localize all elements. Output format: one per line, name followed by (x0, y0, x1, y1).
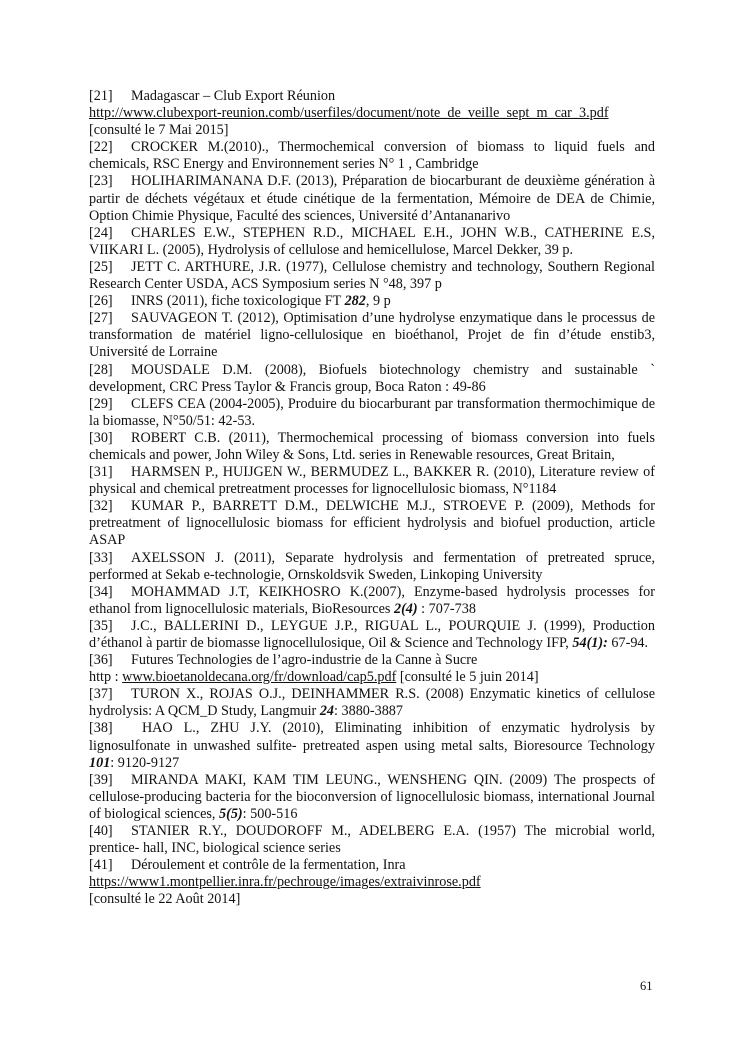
reference-text: JETT C. ARTHURE, J.R. (1977), Cellulose chemistry and technology, Southern Regional Research Center USDA, ACS Symposium series N °48, 397 p (89, 258, 655, 293)
reference-text: AXELSSON J. (2011), Separate hydrolysis and fermentation of pretreated spruce, performed at Sekab e-technologie, Ornskoldsvik Sweden, Linkoping University (89, 549, 655, 583)
reference-consult-date: [consulté le 7 Mai 2015] (89, 122, 229, 139)
reference-number: [27] (89, 310, 113, 327)
reference-number: [34] (89, 583, 113, 600)
reference-text: Madagascar – Club Export Réunion (131, 88, 336, 104)
reference-text: CROCKER M.(2010)., Thermochemical conversion of biomass to liquid fuels and chemicals, RSC Energy and Environnement series N° 1 , Cambridge (89, 139, 655, 173)
reference-number: [31] (89, 464, 113, 481)
reference-volume: 282 (344, 293, 366, 310)
reference-text: HAO L., ZHU J.Y. (2010), Eliminating inhibition of enzymatic hydrolysis by lignosulfonate in unwashed sulfite- pretreated aspen using metal salts, Bioresource Technology (89, 720, 655, 754)
reference-text: INRS (2011), fiche toxicologique FT (131, 293, 345, 310)
reference-number: [38] (89, 720, 113, 737)
reference-number: [29] (89, 395, 113, 412)
reference-pages: : 3880-3887 (334, 703, 403, 720)
reference-number: [40] (89, 823, 113, 840)
reference-text: STANIER R.Y., DOUDOROFF M., ADELBERG E.A. (1957) The microbial world, prentice- hall, INC, biological science series (89, 823, 655, 857)
reference-39 (89, 772, 655, 823)
reference-text: CHARLES E.W., STEPHEN R.D., MICHAEL E.H., JOHN W.B., CATHERINE E.S, VIIKARI L. (2005), Hydrolysis of cellulose and hemicellulose, Marcel Dekker, 39 p. (89, 224, 655, 258)
reference-pages: : 500-516 (242, 805, 298, 822)
reference-pages: : 9120-9127 (110, 754, 180, 771)
reference-number: [32] (89, 498, 113, 515)
reference-23 (89, 173, 655, 224)
reference-text: MIRANDA MAKI, KAM TIM LEUNG., WENSHENG QIN. (2009) The prospects of cellulose-producing bacteria for the bioconversion of lignocellulosic biomass, international Journal of biological sciences, (89, 771, 655, 822)
reference-text: HARMSEN P., HUIJGEN W., BERMUDEZ L., BAKKER R. (2010), Literature review of physical and chemical pretreatment processes for lignocellulosic biomass, N°1184 (89, 464, 655, 498)
reference-volume: 2(4) (393, 600, 418, 617)
reference-number: [21] (89, 88, 113, 104)
reference-32 (89, 498, 655, 549)
reference-27 (89, 310, 655, 361)
reference-number: [25] (89, 258, 113, 275)
reference-text: CLEFS CEA (2004-2005), Produire du biocarburant par transformation thermochimique de la biomasse, N°50/51: 42-53. (89, 395, 655, 429)
reference-number: [39] (89, 771, 113, 788)
reference-number: [28] (89, 361, 113, 378)
reference-consult-date: [consulté le 22 Août 2014] (89, 891, 241, 908)
reference-text: MOUSDALE D.M. (2008), Biofuels biotechnology chemistry and sustainable ` development, CRC Press Taylor & Francis group, Boca Raton : 49-86 (89, 361, 655, 395)
reference-number: [41] (89, 857, 113, 874)
reference-text: KUMAR P., BARRETT D.M., DELWICHE M.J., STROEVE P. (2009), Methods for pretreatment of lignocellulosic biomass for efficient hydrolysis and biofuel production, article ASAP (89, 498, 655, 549)
reference-30 (89, 430, 655, 464)
reference-25 (89, 259, 655, 293)
reference-28 (89, 362, 655, 396)
reference-number: [37] (89, 686, 113, 703)
reference-text: Déroulement et contrôle de la fermentation, Inra (131, 857, 406, 874)
page-number: 61 (640, 979, 653, 993)
reference-pages: 67-94. (607, 635, 649, 651)
reference-35 (89, 618, 655, 652)
reference-text: SAUVAGEON T. (2012), Optimisation d’une hydrolyse enzymatique dans le processus de transformation de matériel ligno-cellulosique en bioéthanol, Projet de fin d’étude enstib3, Université de Lorraine (89, 310, 655, 361)
reference-pages: : 707-738 (417, 600, 476, 617)
reference-36 (89, 652, 655, 669)
reference-link-prefix: http : (89, 669, 123, 686)
reference-29 (89, 396, 655, 430)
reference-text: ROBERT C.B. (2011), Thermochemical processing of biomass conversion into fuels chemicals and power, John Wiley & Sons, Ltd. series in Renewable resources, Great Britain, (89, 429, 655, 463)
reference-text: MOHAMMAD J.T, KEIKHOSRO K.(2007), Enzyme-based hydrolysis processes for ethanol from lignocellulosic materials, BioResources (89, 583, 655, 617)
reference-21 (89, 88, 655, 105)
reference-37 (89, 686, 655, 720)
reference-list (89, 88, 655, 909)
reference-40 (89, 823, 655, 857)
reference-24 (89, 225, 655, 259)
reference-link[interactable]: https://www1.montpellier.inra.fr/pechrouge/images/extraivinrose.pdf (89, 874, 481, 891)
reference-link[interactable]: www.bioetanoldecana.org/fr/download/cap5.pdf (122, 669, 397, 686)
reference-22 (89, 139, 655, 173)
reference-volume: 101 (89, 754, 111, 771)
reference-number: [23] (89, 173, 113, 190)
reference-volume: 24 (319, 703, 335, 720)
reference-number: [35] (89, 617, 113, 634)
reference-pages: , 9 p (365, 293, 391, 310)
reference-34 (89, 584, 655, 618)
reference-text: J.C., BALLERINI D., LEYGUE J.P., RIGUAL L., POURQUIE J. (1999), Production d’éthanol à partir de biomasse lignocellulosique, Oil & Science and Technology IFP, (89, 617, 655, 651)
reference-volume: 54(1): (572, 635, 608, 651)
reference-number: [36] (89, 652, 113, 669)
reference-link[interactable]: http://www.clubexport-reunion.comb/userfiles/document/note_de_veille_sept_m_car_3.pdf (89, 105, 609, 122)
reference-41 (89, 857, 655, 874)
reference-number: [30] (89, 429, 113, 446)
reference-number: [26] (89, 293, 113, 310)
reference-number: [22] (89, 139, 113, 156)
reference-text: TURON X., ROJAS O.J., DEINHAMMER R.S. (2008) Enzymatic kinetics of cellulose hydrolysis: A QCM_D Study, Langmuir (89, 686, 655, 720)
reference-volume: 5(5) (219, 805, 243, 822)
reference-text: Futures Technologies de l’agro-industrie de la Canne à Sucre (131, 652, 478, 669)
reference-33 (89, 550, 655, 584)
reference-consult-date: [consulté le 5 juin 2014] (396, 669, 539, 686)
reference-38 (89, 720, 655, 771)
reference-number: [24] (89, 224, 113, 241)
reference-31 (89, 464, 655, 498)
reference-number: [33] (89, 549, 113, 566)
reference-26 (89, 293, 655, 310)
reference-text: HOLIHARIMANANA D.F. (2013), Préparation de biocarburant de deuxième génération à partir de déchets végétaux et étude cinétique de la fermentation, Mémoire de DEA de Chimie, Option Chimie Physique, Faculté des sciences, Université d’Antananarivo (89, 173, 655, 224)
